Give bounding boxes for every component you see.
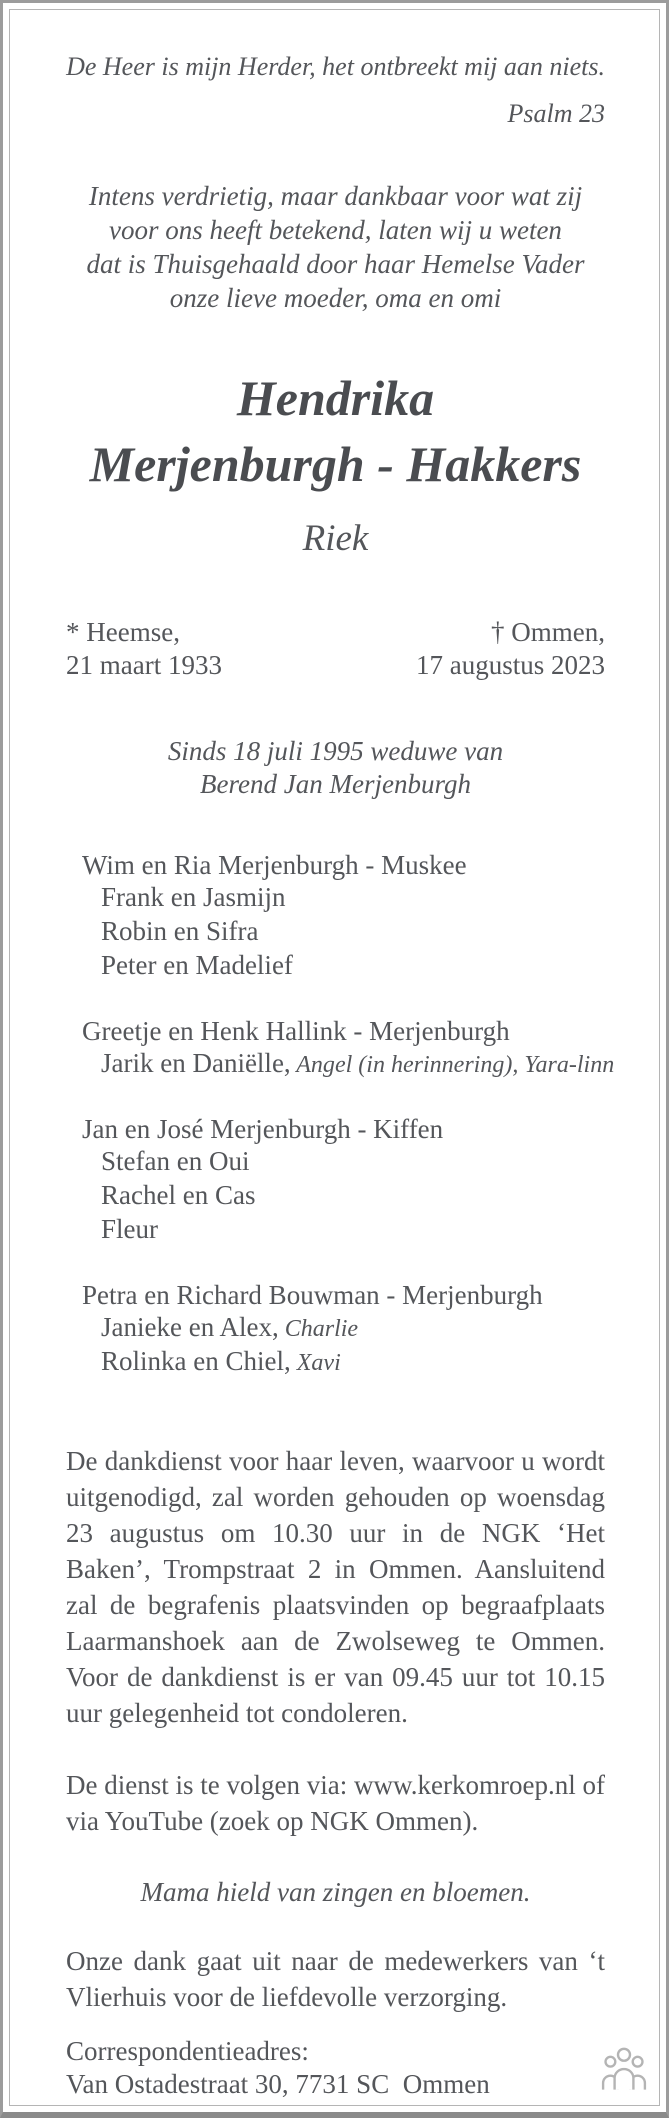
family-member-line bbox=[82, 1311, 605, 1345]
family-member-line bbox=[82, 1145, 605, 1179]
people-group-icon bbox=[601, 2046, 647, 2095]
family-member-names: Frank en Jasmijn bbox=[101, 882, 286, 912]
family-member-names: Jarik en Daniëlle, bbox=[101, 1048, 291, 1078]
nickname: Riek bbox=[302, 518, 369, 559]
family-member-line bbox=[82, 949, 605, 983]
family-member-names: Janieke en Alex, bbox=[101, 1312, 279, 1342]
family-member-grandchildren: Xavi bbox=[290, 1350, 341, 1376]
family-group bbox=[82, 1279, 605, 1379]
stream-paragraph: De dienst is te volgen via: www.kerkomroep.nl of via YouTube (zoek op NGK Ommen). bbox=[66, 1770, 605, 1836]
intro-line: Intens verdrietig, maar dankbaar voor wat zij bbox=[88, 181, 583, 211]
family-member-line bbox=[82, 1047, 615, 1081]
family-group bbox=[82, 849, 605, 983]
birth-place-line bbox=[66, 616, 222, 649]
birth-place: Heemse, bbox=[86, 617, 180, 647]
family-member-names: Peter en Madelief bbox=[101, 950, 293, 980]
death-date: 17 augustus 2023 bbox=[416, 650, 605, 680]
family-group-head: Petra en Richard Bouwman - Merjenburgh bbox=[82, 1280, 543, 1310]
intro-line: onze lieve moeder, oma en omi bbox=[169, 283, 502, 313]
birth-symbol: * bbox=[66, 617, 80, 647]
family-member-names: Rolinka en Chiel, bbox=[101, 1346, 291, 1376]
intro-line: voor ons heeft betekend, laten wij u weten bbox=[109, 215, 562, 245]
widow-note bbox=[66, 735, 605, 801]
obituary-card bbox=[9, 9, 660, 2106]
correspondence-address: Van Ostadestraat 30, 7731 SC Ommen bbox=[66, 2069, 490, 2099]
quote-text: De Heer is mijn Herder, het ontbreekt mij aan niets. bbox=[66, 52, 605, 81]
family-group-head: Greetje en Henk Hallink - Merjenburgh bbox=[82, 1016, 510, 1046]
family-member-names: Fleur bbox=[101, 1214, 158, 1244]
death-place-line bbox=[416, 616, 605, 649]
thanks-paragraph: Onze dank gaat uit naar de medewerkers van ‘t Vlierhuis voor de liefdevolle verzorging. bbox=[66, 1946, 605, 2012]
death-place: Ommen, bbox=[511, 617, 605, 647]
family-group-head: Jan en José Merjenburgh - Kiffen bbox=[82, 1114, 444, 1144]
family-member-grandchildren: Angel (in herinnering), Yara-linn bbox=[290, 1052, 615, 1078]
family-member-line bbox=[82, 915, 605, 949]
family-member-line bbox=[82, 1345, 605, 1379]
intro-verse bbox=[66, 179, 605, 315]
vitals-row bbox=[66, 616, 605, 682]
quote-attribution: Psalm 23 bbox=[507, 99, 605, 128]
family-member-names: Rachel en Cas bbox=[101, 1180, 256, 1210]
widow-line: Sinds 18 juli 1995 weduwe van bbox=[167, 736, 504, 766]
birth-date: 21 maart 1933 bbox=[66, 650, 222, 680]
family-member-line bbox=[82, 881, 605, 915]
death-info bbox=[416, 616, 605, 682]
family-group-head: Wim en Ria Merjenburgh - Muskee bbox=[82, 850, 467, 880]
scripture-quote bbox=[66, 50, 605, 131]
family-member-grandchildren: Charlie bbox=[278, 1316, 359, 1342]
family-member-names: Stefan en Oui bbox=[101, 1146, 250, 1176]
deceased-name bbox=[66, 365, 605, 497]
family-list bbox=[66, 849, 615, 1379]
name-line-first: Hendrika bbox=[236, 370, 435, 426]
family-member-line bbox=[82, 1179, 605, 1213]
correspondence-label: Correspondentieadres: bbox=[66, 2036, 309, 2066]
family-member-names: Robin en Sifra bbox=[101, 916, 259, 946]
name-line-last: Merjenburgh - Hakkers bbox=[89, 436, 582, 492]
widow-line: Berend Jan Merjenburgh bbox=[200, 769, 471, 799]
family-member-line bbox=[82, 1213, 605, 1247]
death-symbol: † bbox=[491, 617, 505, 647]
service-paragraph: De dankdienst voor haar leven, waarvoor u wordt uitgenodigd, zal worden gehouden op woensdag 23 augustus om 10.30 uur in de NGK ‘Het Baken’, Trompstraat 2 in Ommen. Aansluitend zal de begrafenis plaatsvinden op begraafplaats Laarmanshoek aan de Zwolseweg te Ommen. Voor de dankdienst is er van 09.45 uur tot 10.15 uur gelegenheid tot condoleren. bbox=[66, 1446, 605, 1728]
intro-line: dat is Thuisgehaald door haar Hemelse Vader bbox=[86, 249, 585, 279]
correspondence-block bbox=[66, 2035, 605, 2101]
motto-line: Mama hield van zingen en bloemen. bbox=[140, 1877, 531, 1907]
family-group bbox=[82, 1015, 615, 1081]
birth-info bbox=[66, 616, 222, 682]
family-group bbox=[82, 1113, 605, 1247]
